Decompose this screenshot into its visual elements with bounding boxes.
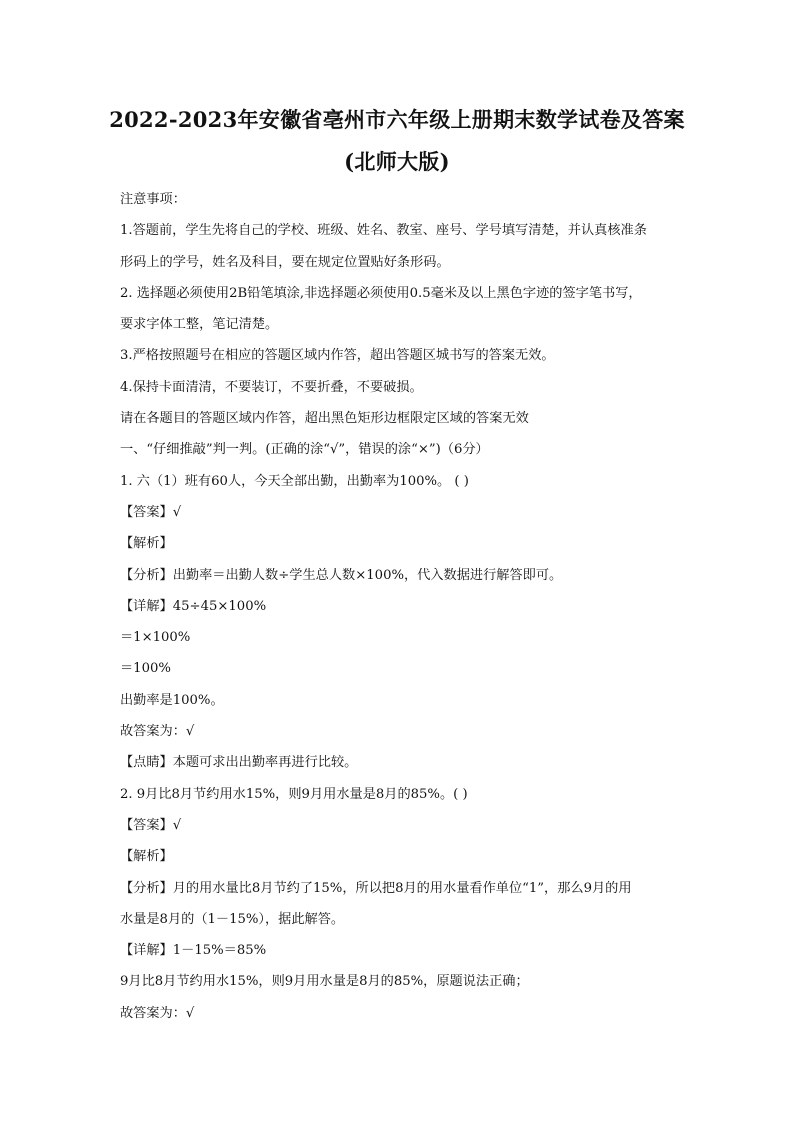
question-2: 2. 9月比8月节约用水15%，则9月用水量是8月的85%。( ) [120, 786, 468, 802]
q1-conclusion: 出勤率是100%。 [120, 692, 224, 708]
q2-detail: 【详解】1－15%＝85% [120, 943, 267, 959]
q1-detail-step-1: ＝1×100% [120, 630, 191, 646]
notice-item-4: 4.保持卡面清清，不要装订，不要折叠，不要破损。 [120, 379, 423, 395]
document-subtitle: (北师大版) [344, 149, 450, 174]
notice-heading: 注意事项： [120, 192, 186, 207]
question-1: 1. 六（1）班有60人，今天全部出勤，出勤率为100%。 ( ) [120, 473, 469, 489]
q2-analysis: 【分析】月的用水量比8月节约了15%，所以把8月的用水量看作单位“1”，那么9月的用 [120, 880, 632, 896]
notice-item-2: 2. 选择题必须使用2B铅笔填涂,非选择题必须使用0.5毫米及以上黑色字迹的签字笔书写， [120, 285, 642, 301]
notice-item-1-cont: 形码上的学号，姓名及科目，要在规定位置贴好条形码。 [120, 254, 450, 270]
q2-answer: 【答案】√ [120, 817, 182, 833]
q2-analysis-label: 【解析】 [120, 849, 173, 865]
q1-answer: 【答案】√ [120, 504, 182, 520]
q1-analysis-label: 【解析】 [120, 536, 173, 552]
q1-comment: 【点睛】本题可求出出勤率再进行比较。 [120, 755, 358, 771]
notice-item-1: 1.答题前，学生先将自己的学校、班级、姓名、教室、座号、学号填写清楚，并认真核准条 [120, 223, 647, 239]
q1-detail: 【详解】45÷45×100% [120, 598, 267, 614]
q2-analysis-cont: 水量是8月的（1－15%），据此解答。 [120, 911, 345, 927]
q1-analysis: 【分析】出勤率＝出勤人数÷学生总人数×100%，代入数据进行解答即可。 [120, 567, 563, 583]
q1-detail-step-2: ＝100% [120, 661, 171, 677]
q2-final-answer: 故答案为：√ [120, 1005, 195, 1021]
notice-item-2-cont: 要求字体工整，笔记清楚。 [120, 317, 279, 333]
answer-area-notice: 请在各题目的答题区域内作答，超出黑色矩形边框限定区域的答案无效 [120, 411, 529, 427]
section-heading: 一、“仔细推敲”判一判。(正确的涂“√”，错误的涂“×”)（6分） [120, 442, 489, 458]
notice-item-3: 3.严格按照题号在相应的答题区域内作答，超出答题区城书写的答案无效。 [120, 348, 555, 364]
document-title: 2022-2023年安徽省亳州市六年级上册期末数学试卷及答案 [109, 107, 685, 132]
document-body [120, 184, 690, 1029]
q1-final-answer: 故答案为：√ [120, 724, 195, 740]
q2-conclusion: 9月比8月节约用水15%，则9月用水量是8月的85%，原题说法正确； [120, 974, 529, 990]
